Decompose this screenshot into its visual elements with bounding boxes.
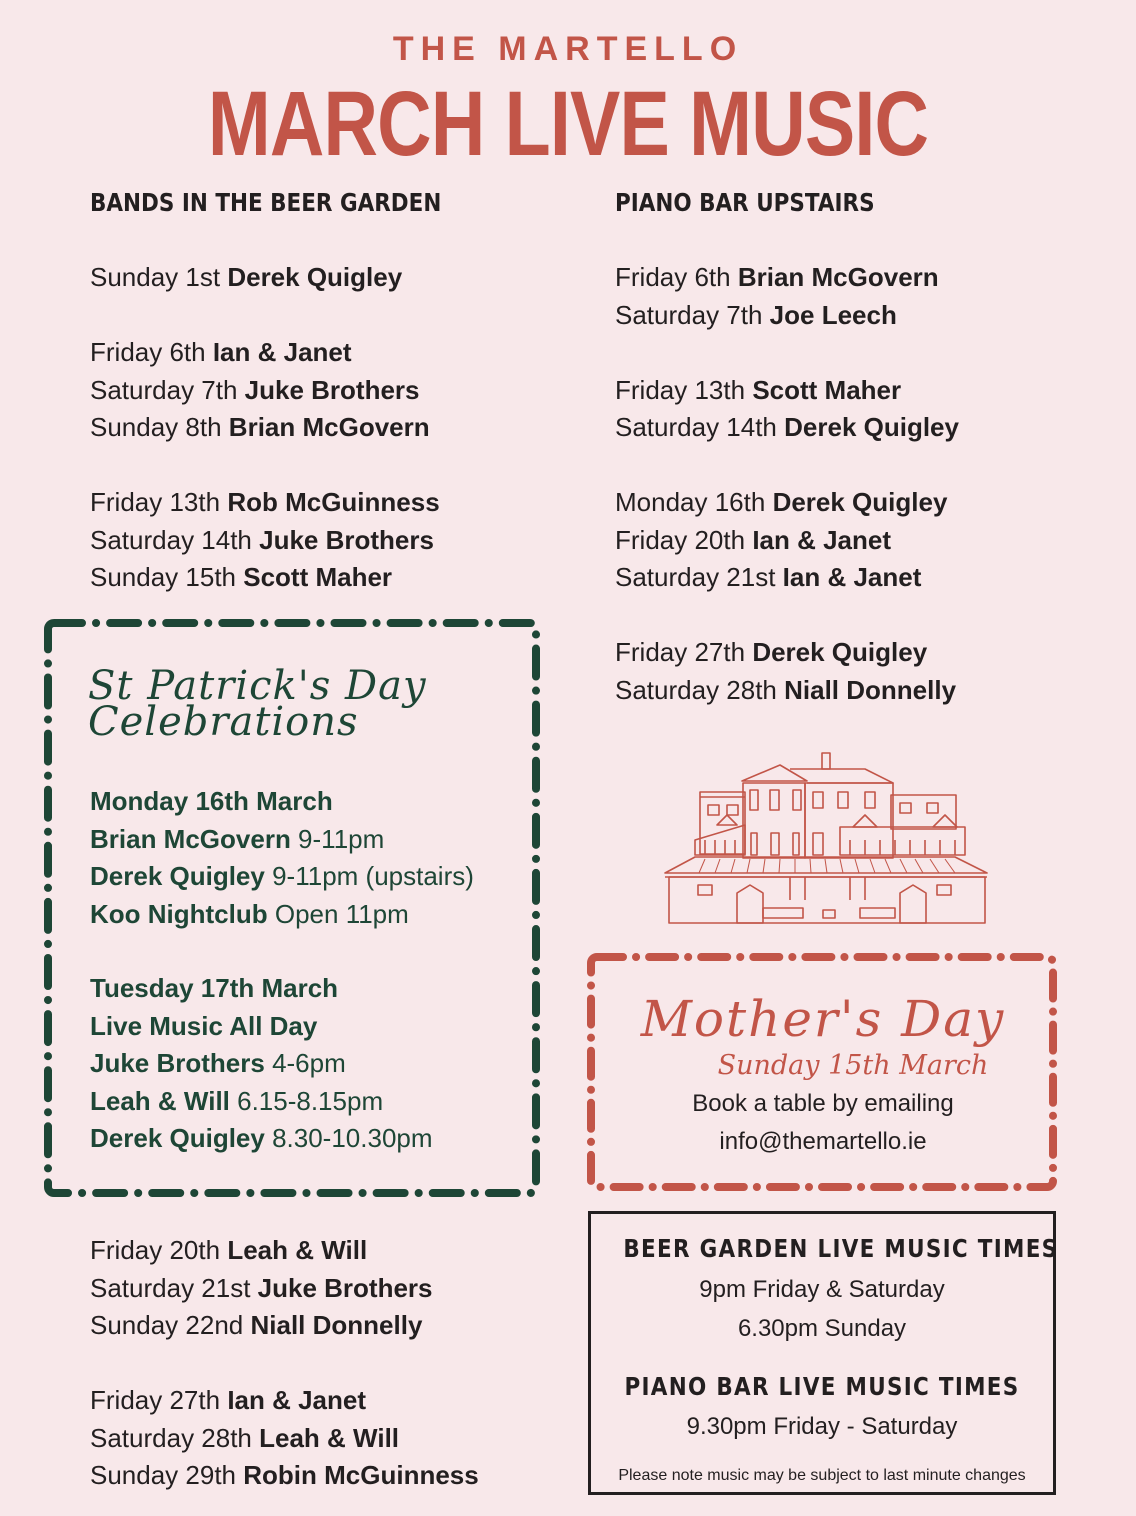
st-patricks-day2 <box>90 970 433 1158</box>
piano-bar-heading: PIANO BAR UPSTAIRS <box>615 188 875 217</box>
event-time: 9-11pm (upstairs) <box>264 861 474 891</box>
list-item <box>90 559 440 597</box>
artist-name: Niall Donnelly <box>784 674 957 705</box>
list-item <box>90 1083 433 1121</box>
event-date: Friday 27th <box>90 1385 221 1415</box>
event-date: Friday 13th <box>90 487 221 517</box>
list-item <box>615 484 959 522</box>
day-subheading: Live Music All Day <box>90 1010 318 1041</box>
artist-name: Brian McGovern <box>737 262 939 292</box>
artist-name: Derek Quigley <box>752 637 928 667</box>
mothers-day-email-link[interactable]: info@themartello.ie <box>719 1128 927 1155</box>
event-time: 6.15-8.15pm <box>229 1085 384 1116</box>
list-item <box>90 409 440 447</box>
event-date: Saturday 7th <box>90 374 245 405</box>
event-date: Saturday 28th <box>90 1422 252 1453</box>
venue-name: THE MARTELLO <box>392 30 744 68</box>
event-date: Saturday 14th <box>615 412 777 442</box>
event-date: Friday 13th <box>615 374 746 405</box>
artist-name: Brian McGovern <box>228 412 430 442</box>
artist-name: Juke Brothers <box>257 1272 433 1303</box>
artist-name: Derek Quigley <box>784 412 959 442</box>
music-times-box <box>588 1211 1059 1495</box>
list-item <box>90 821 474 859</box>
artist-name: Derek Quigley <box>90 1123 265 1153</box>
event-date: Sunday 15th <box>90 562 237 592</box>
event-date: Friday 27th <box>615 637 746 667</box>
event-date: Saturday 7th <box>615 299 763 330</box>
piano-bar-times-line1: 9.30pm Friday - Saturday <box>686 1413 958 1440</box>
list-item <box>615 559 959 597</box>
mothers-day-date: Sunday 15th March <box>717 1050 989 1081</box>
artist-name: Robin McGuinness <box>243 1460 479 1490</box>
beer-garden-times-line2: 6.30pm Sunday <box>737 1315 907 1342</box>
list-item <box>615 372 959 410</box>
list-item <box>615 409 959 447</box>
event-date: Friday 6th <box>90 337 213 367</box>
beer-garden-times-heading: BEER GARDEN LIVE MUSIC TIMES <box>623 1234 1059 1263</box>
artist-name: Ian & Janet <box>212 337 352 367</box>
list-item <box>615 522 959 560</box>
st-patricks-day1 <box>90 783 474 933</box>
list-item <box>90 1457 479 1495</box>
event-date: Sunday 8th <box>90 412 222 442</box>
list-item <box>90 334 440 372</box>
beer-garden-list-bottom <box>90 1232 479 1495</box>
list-item <box>90 1045 433 1083</box>
event-date: Sunday 29th <box>90 1460 237 1490</box>
list-item <box>90 1232 479 1270</box>
artist-name: Leah & Will <box>90 1085 230 1116</box>
artist-name: Ian & Janet <box>782 562 922 592</box>
event-date: Friday 20th <box>615 524 746 555</box>
piano-bar-list <box>615 259 959 709</box>
st-patricks-title-line1: St Patrick's Day <box>88 663 427 709</box>
event-time: 4-6pm <box>264 1048 346 1078</box>
artist-name: Joe Leech <box>769 299 897 330</box>
list-item <box>615 297 959 335</box>
event-date: Saturday 14th <box>90 524 252 555</box>
piano-bar-times-heading: PIANO BAR LIVE MUSIC TIMES <box>624 1372 1020 1401</box>
martello-building-icon <box>655 745 990 927</box>
beer-garden-list-top <box>90 259 440 597</box>
venue-name-koo: Koo Nightclub <box>90 898 268 929</box>
event-time: Open 11pm <box>267 898 409 929</box>
changes-disclaimer: Please note music may be subject to last minute changes <box>618 1467 1026 1484</box>
artist-name: Derek Quigley <box>772 487 948 517</box>
event-date: Sunday 1st <box>90 262 221 292</box>
list-item <box>90 1420 479 1458</box>
day-heading: Tuesday 17th March <box>90 973 339 1003</box>
artist-name: Leah & Will <box>259 1422 400 1453</box>
list-item <box>90 858 474 896</box>
event-date: Monday 16th <box>615 487 766 517</box>
list-item <box>615 634 959 672</box>
artist-name: Niall Donnelly <box>250 1310 423 1340</box>
list-item <box>90 1307 479 1345</box>
day-heading: Monday 16th March <box>90 786 333 816</box>
building-illustration <box>655 745 990 927</box>
artist-name: Derek Quigley <box>90 861 265 891</box>
list-item <box>90 259 440 297</box>
list-item <box>615 672 959 710</box>
list-item <box>90 484 440 522</box>
artist-name: Brian McGovern <box>90 823 291 854</box>
list-item <box>90 1270 479 1308</box>
artist-name: Scott Maher <box>752 374 902 405</box>
st-patricks-title-line2: Celebrations <box>88 699 359 745</box>
mothers-day-title: Mother's Day <box>640 990 1006 1048</box>
artist-name: Scott Maher <box>243 562 393 592</box>
artist-name: Juke Brothers <box>244 374 420 405</box>
list-item <box>90 1120 433 1158</box>
event-date: Saturday 21st <box>615 562 776 592</box>
list-item <box>90 896 474 934</box>
beer-garden-times-line1: 9pm Friday & Saturday <box>699 1276 945 1303</box>
artist-name: Juke Brothers <box>259 524 434 555</box>
event-time: 8.30-10.30pm <box>264 1123 433 1153</box>
artist-name: Leah & Will <box>227 1235 368 1265</box>
artist-name: Ian & Janet <box>227 1385 367 1415</box>
event-date: Friday 6th <box>615 262 731 292</box>
artist-name: Juke Brothers <box>90 1048 265 1078</box>
beer-garden-heading: BANDS IN THE BEER GARDEN <box>90 188 442 217</box>
page-title: MARCH LIVE MUSIC <box>207 73 929 175</box>
artist-name: Rob McGuinness <box>227 487 440 517</box>
event-date: Saturday 21st <box>90 1272 251 1303</box>
list-item <box>90 1382 479 1420</box>
artist-name: Ian & Janet <box>752 524 892 555</box>
mothers-day-booking-text: Book a table by emailing <box>692 1090 954 1117</box>
st-patricks-title <box>88 663 427 745</box>
list-item <box>90 522 440 560</box>
list-item <box>615 259 959 297</box>
event-date: Friday 20th <box>90 1235 221 1265</box>
artist-name: Derek Quigley <box>227 262 403 292</box>
event-date: Saturday 28th <box>615 674 777 705</box>
list-item <box>90 372 440 410</box>
event-date: Sunday 22nd <box>90 1310 244 1340</box>
event-time: 9-11pm <box>290 823 385 854</box>
